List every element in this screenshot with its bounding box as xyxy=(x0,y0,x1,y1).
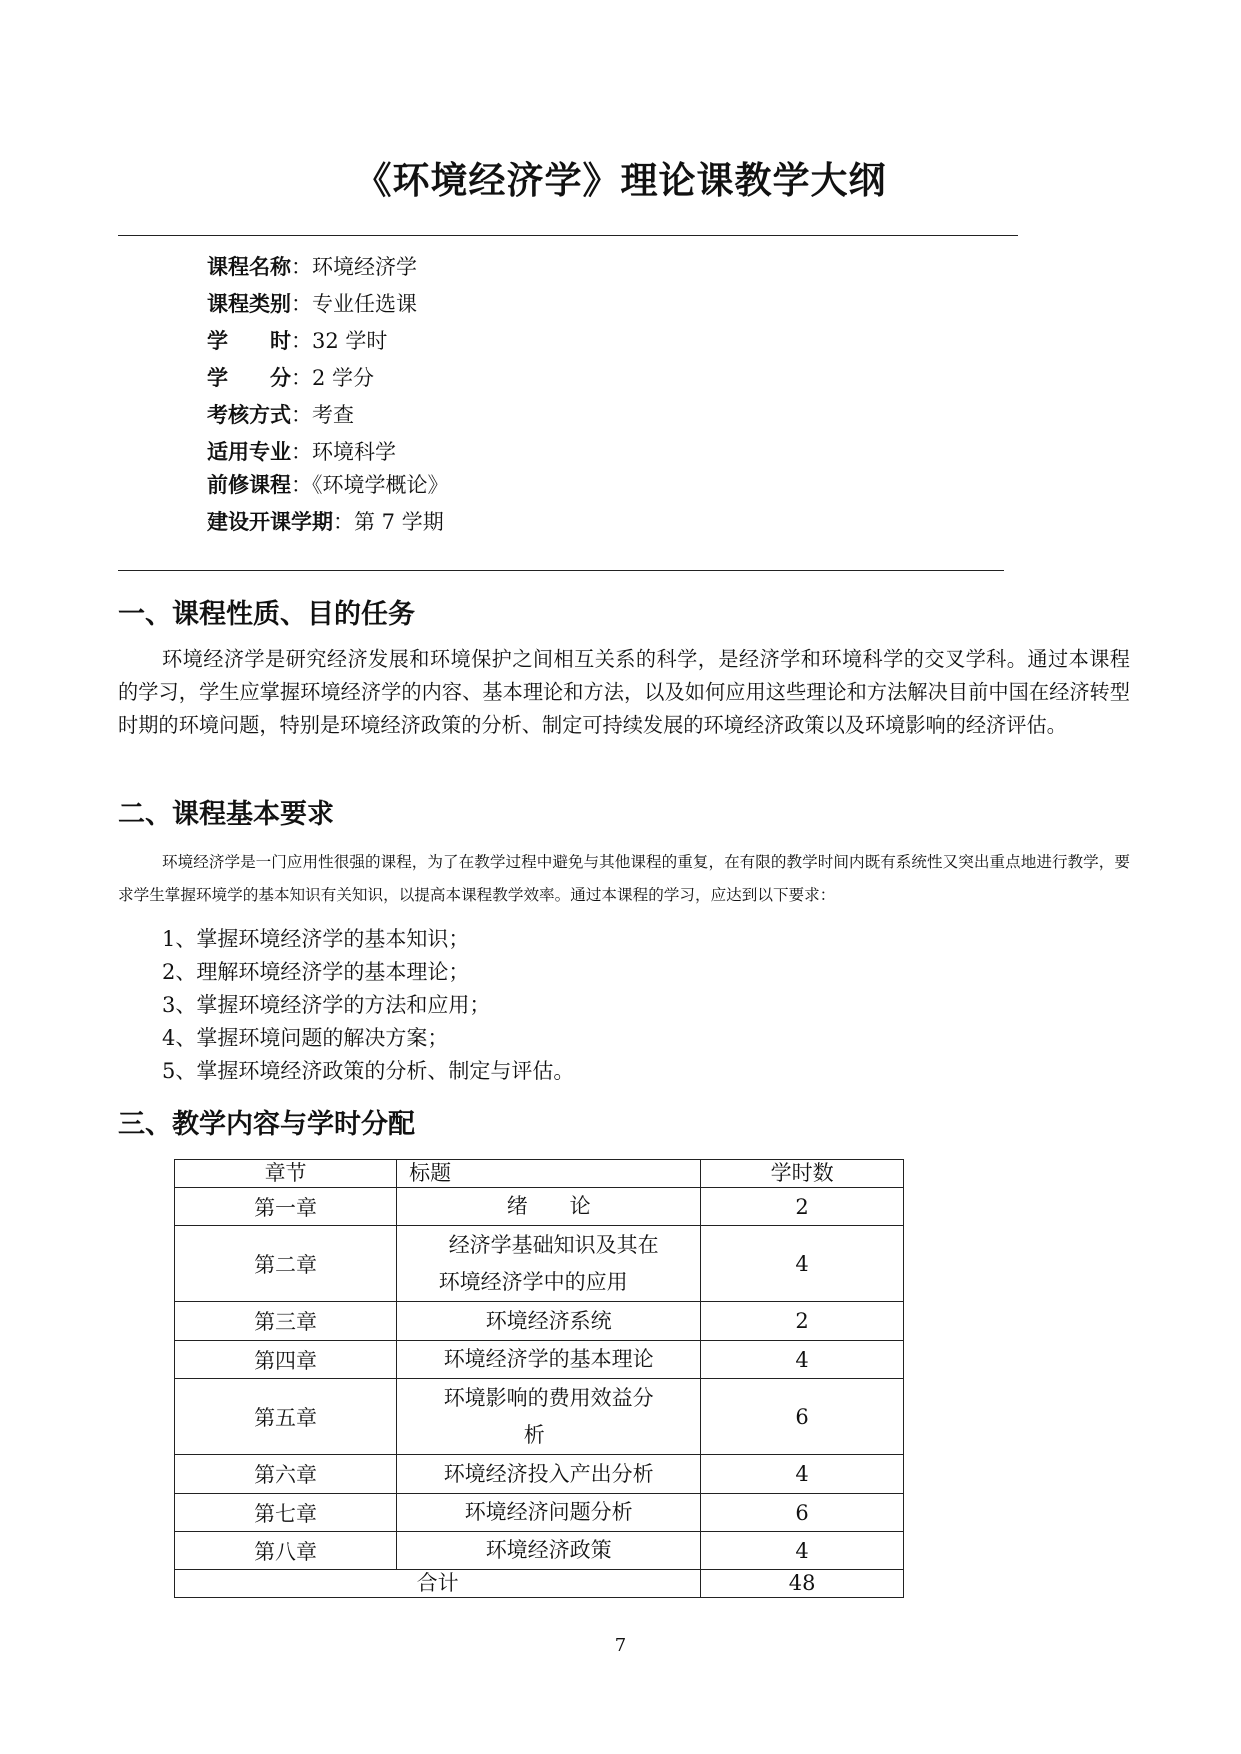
requirement-item: 1、掌握环境经济学的基本知识； xyxy=(162,927,470,951)
hours-cell: 4 xyxy=(701,1341,904,1379)
table-row xyxy=(175,1341,904,1379)
info-value: 环境经济学 xyxy=(312,255,417,279)
table-row xyxy=(175,1379,904,1455)
document-title: 《环境经济学》理论课教学大纲 xyxy=(354,159,887,202)
info-course-category: 课程类别：专业任选课 xyxy=(207,292,417,316)
table-total-row xyxy=(175,1570,904,1598)
title-cell: 环境经济投入产出分析 xyxy=(397,1455,701,1494)
chapter-cell: 第五章 xyxy=(175,1379,397,1455)
page-number: 7 xyxy=(614,1635,627,1656)
chapter-cell: 第四章 xyxy=(175,1341,397,1379)
top-divider xyxy=(118,235,1018,236)
table-header-row xyxy=(175,1160,904,1188)
section3-heading: 三、教学内容与学时分配 xyxy=(118,1109,415,1140)
hours-cell: 4 xyxy=(701,1532,904,1570)
table-row xyxy=(175,1494,904,1532)
section2-heading: 二、课程基本要求 xyxy=(118,799,334,830)
hours-cell: 2 xyxy=(701,1188,904,1226)
table-row xyxy=(175,1226,904,1302)
title-cell: 经济学基础知识及其在 环境经济学中的应用 xyxy=(397,1226,701,1302)
requirement-item: 5、掌握环境经济政策的分析、制定与评估。 xyxy=(162,1059,575,1083)
info-label: 学 分 xyxy=(207,366,291,390)
info-label: 考核方式 xyxy=(207,403,291,427)
total-label: 合计 xyxy=(175,1570,701,1598)
hours-cell: 4 xyxy=(701,1455,904,1494)
hours-cell: 6 xyxy=(701,1494,904,1532)
info-value: 第 7 学期 xyxy=(354,510,444,534)
header-hours: 学时数 xyxy=(701,1160,904,1188)
info-label: 建设开课学期 xyxy=(207,510,333,534)
title-cell: 环境经济学的基本理论 xyxy=(397,1341,701,1379)
info-value: 环境科学 xyxy=(312,440,396,464)
hours-cell: 2 xyxy=(701,1302,904,1341)
table-row xyxy=(175,1302,904,1341)
info-label: 适用专业 xyxy=(207,440,291,464)
info-value: 《环境学概论》 xyxy=(312,473,449,497)
info-value: 2 学分 xyxy=(312,366,375,390)
info-credits: 学 分：2 学分 xyxy=(207,366,375,390)
info-bottom-divider xyxy=(118,570,1004,571)
requirement-item: 4、掌握环境问题的解决方案； xyxy=(162,1026,449,1050)
table-row xyxy=(175,1455,904,1494)
chapter-cell: 第八章 xyxy=(175,1532,397,1570)
chapter-cell: 第一章 xyxy=(175,1188,397,1226)
schedule-table xyxy=(174,1159,904,1598)
chapter-cell: 第三章 xyxy=(175,1302,397,1341)
hours-cell: 4 xyxy=(701,1226,904,1302)
section1-heading: 一、课程性质、目的任务 xyxy=(118,599,415,630)
info-value: 32 学时 xyxy=(312,329,388,353)
info-major: 适用专业：环境科学 xyxy=(207,440,396,464)
info-label: 前修课程 xyxy=(207,473,291,497)
title-cell: 环境经济系统 xyxy=(397,1302,701,1341)
section2-body: 环境经济学是一门应用性很强的课程，为了在教学过程中避免与其他课程的重复，在有限的教学时间内既有系统性又突出重点地进行教学，要求学生掌握环境学的基本知识有关知识，以提高本课程教学效率。通过本课程的学习，应达到以下要求： xyxy=(118,853,1130,904)
chapter-cell: 第七章 xyxy=(175,1494,397,1532)
info-label: 课程名称 xyxy=(207,255,291,279)
requirement-item: 2、理解环境经济学的基本理论； xyxy=(162,960,470,984)
info-class-hours: 学 时：32 学时 xyxy=(207,329,388,353)
info-assessment: 考核方式：考查 xyxy=(207,403,354,427)
info-prerequisite: 前修课程：《环境学概论》 xyxy=(207,473,449,497)
total-hours: 48 xyxy=(701,1570,904,1598)
hours-cell: 6 xyxy=(701,1379,904,1455)
requirement-item: 3、掌握环境经济学的方法和应用； xyxy=(162,993,491,1017)
info-semester: 建设开课学期：第 7 学期 xyxy=(207,510,444,534)
info-label: 课程类别 xyxy=(207,292,291,316)
chapter-cell: 第六章 xyxy=(175,1455,397,1494)
title-cell: 环境经济政策 xyxy=(397,1532,701,1570)
info-value: 考查 xyxy=(312,403,354,427)
header-chapter: 章节 xyxy=(175,1160,397,1188)
table-row xyxy=(175,1532,904,1570)
info-label: 学 时 xyxy=(207,329,291,353)
chapter-cell: 第二章 xyxy=(175,1226,397,1302)
header-title: 标题 xyxy=(397,1160,701,1188)
info-course-name: 课程名称：环境经济学 xyxy=(207,255,417,279)
title-cell: 环境影响的费用效益分 析 xyxy=(397,1379,701,1455)
title-cell: 绪 论 xyxy=(397,1188,701,1226)
section1-body: 环境经济学是研究经济发展和环境保护之间相互关系的科学，是经济学和环境科学的交叉学科。通过本课程的学习，学生应掌握环境经济学的内容、基本理论和方法，以及如何应用这些理论和方法解决目前中国在经济转型时期的环境问题，特别是环境经济政策的分析、制定可持续发展的环境经济政策以及环境影响的经济评估。 xyxy=(118,647,1130,737)
title-cell: 环境经济问题分析 xyxy=(397,1494,701,1532)
info-value: 专业任选课 xyxy=(312,292,417,316)
table-row xyxy=(175,1188,904,1226)
